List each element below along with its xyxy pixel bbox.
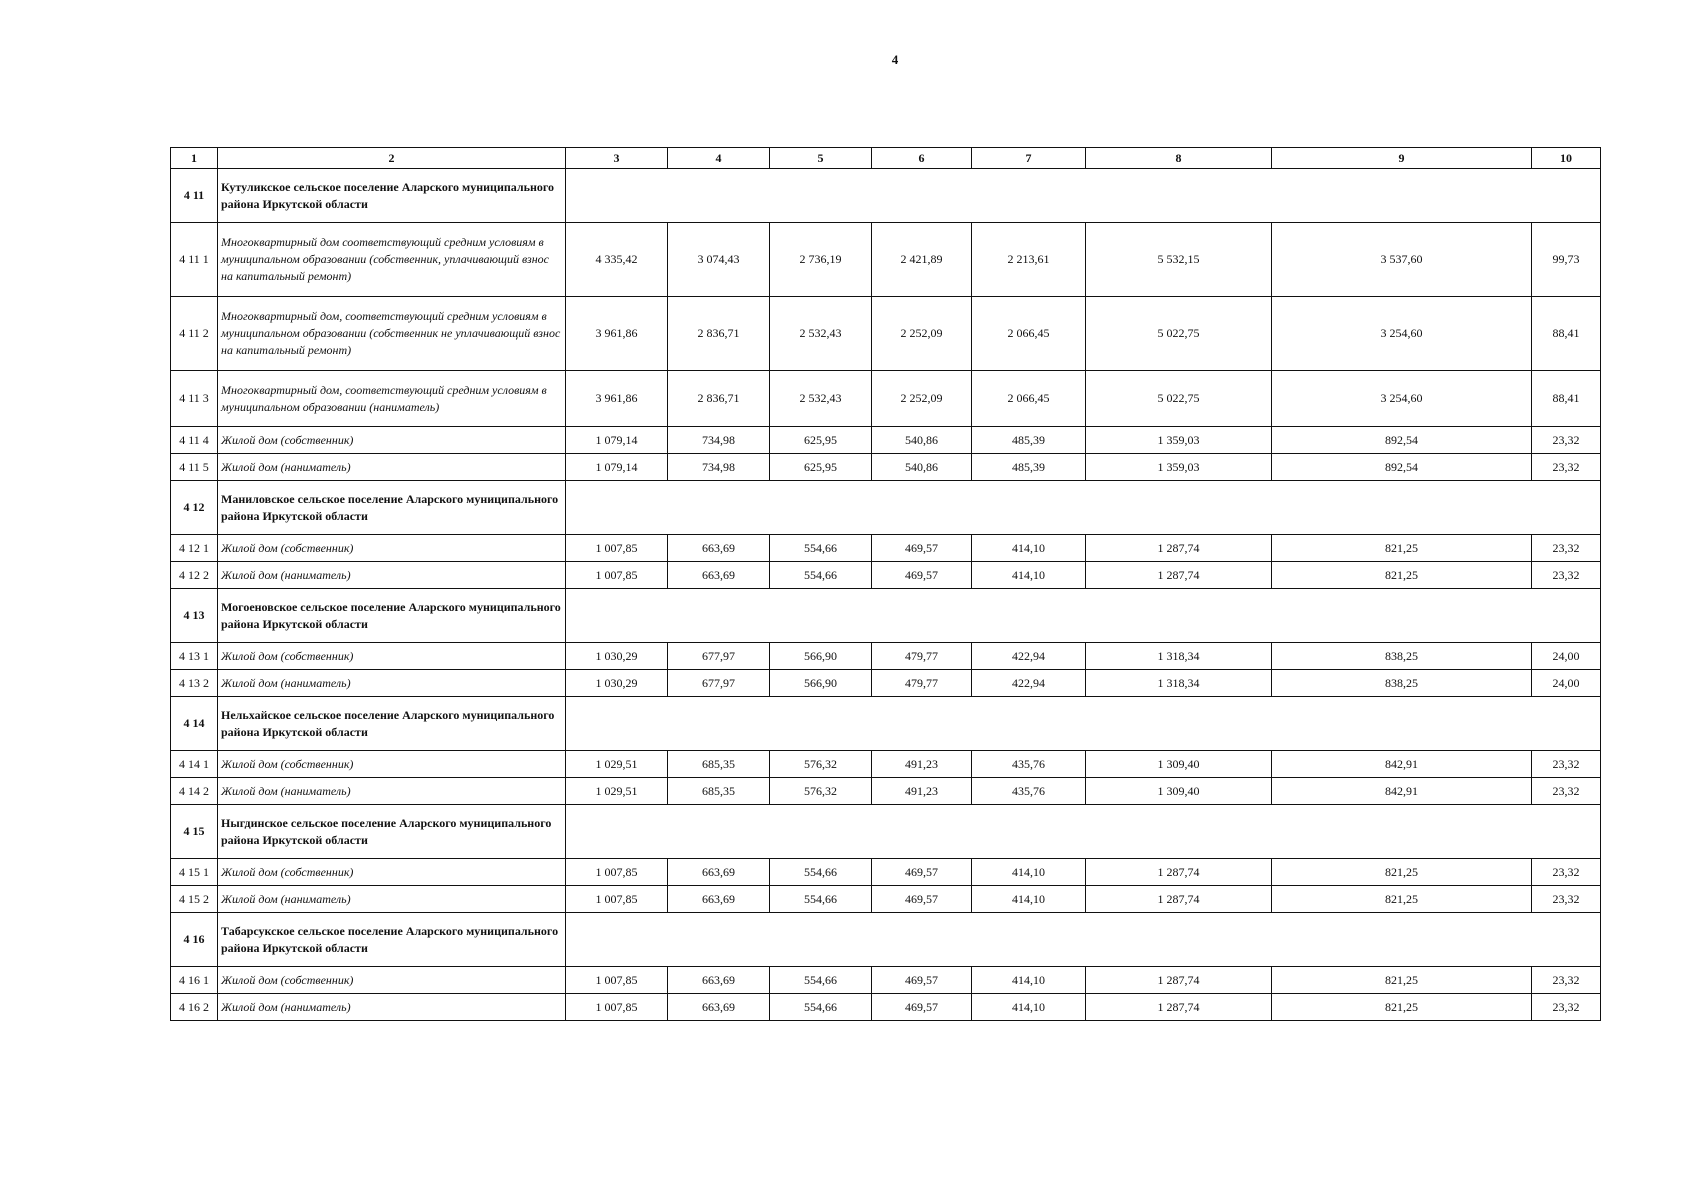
row-code: 4 11 3 — [171, 371, 218, 427]
row-description: Жилой дом (собственник) — [218, 427, 566, 454]
value-cell-col-3: 1 030,29 — [566, 670, 668, 697]
table-row — [171, 994, 1601, 1021]
settlement-name: Могоеновское сельское поселение Аларского муниципального района Иркутской области — [218, 589, 566, 643]
value-cell-col-5: 554,66 — [770, 886, 872, 913]
value-cell-col-9: 892,54 — [1272, 454, 1532, 481]
column-header: 1 — [171, 148, 218, 169]
table-row — [171, 778, 1601, 805]
value-cell-col-9: 838,25 — [1272, 643, 1532, 670]
value-cell-col-6: 2 252,09 — [872, 371, 972, 427]
column-number-row — [171, 148, 1601, 169]
value-cell-col-4: 685,35 — [668, 751, 770, 778]
value-cell-col-5: 2 736,19 — [770, 223, 872, 297]
value-cell-col-6: 479,77 — [872, 643, 972, 670]
value-cell-col-5: 554,66 — [770, 562, 872, 589]
row-code: 4 11 1 — [171, 223, 218, 297]
row-code: 4 14 — [171, 697, 218, 751]
row-description: Жилой дом (наниматель) — [218, 778, 566, 805]
table-row — [171, 223, 1601, 297]
value-cell-col-4: 2 836,71 — [668, 297, 770, 371]
value-cell-col-5: 2 532,43 — [770, 297, 872, 371]
value-cell-col-8: 1 309,40 — [1086, 751, 1272, 778]
value-cell-col-7: 485,39 — [972, 454, 1086, 481]
column-header: 2 — [218, 148, 566, 169]
row-description: Жилой дом (собственник) — [218, 643, 566, 670]
row-code: 4 15 1 — [171, 859, 218, 886]
value-cell-col-9: 3 537,60 — [1272, 223, 1532, 297]
value-cell-col-3: 1 007,85 — [566, 562, 668, 589]
value-cell-col-5: 576,32 — [770, 778, 872, 805]
value-cell-col-9: 842,91 — [1272, 751, 1532, 778]
value-cell-col-3: 1 079,14 — [566, 427, 668, 454]
group-row — [171, 913, 1601, 967]
row-description: Жилой дом (собственник) — [218, 535, 566, 562]
row-description: Жилой дом (наниматель) — [218, 670, 566, 697]
value-cell-col-3: 1 007,85 — [566, 859, 668, 886]
column-header: 4 — [668, 148, 770, 169]
table-row — [171, 562, 1601, 589]
row-code: 4 14 1 — [171, 751, 218, 778]
value-cell-col-10: 88,41 — [1532, 371, 1601, 427]
value-cell-col-3: 3 961,86 — [566, 371, 668, 427]
value-cell-col-8: 5 022,75 — [1086, 371, 1272, 427]
value-cell-col-6: 469,57 — [872, 562, 972, 589]
table-row — [171, 427, 1601, 454]
page-number: 4 — [891, 52, 899, 67]
row-code: 4 11 5 — [171, 454, 218, 481]
row-code: 4 12 1 — [171, 535, 218, 562]
value-cell-col-5: 554,66 — [770, 994, 872, 1021]
group-row — [171, 169, 1601, 223]
value-cell-col-6: 2 421,89 — [872, 223, 972, 297]
table-body — [171, 148, 1601, 1021]
value-cell-col-4: 3 074,43 — [668, 223, 770, 297]
value-cell-col-6: 2 252,09 — [872, 297, 972, 371]
value-cell-col-7: 2 213,61 — [972, 223, 1086, 297]
value-cell-col-3: 1 029,51 — [566, 778, 668, 805]
value-cell-col-9: 821,25 — [1272, 859, 1532, 886]
row-description: Жилой дом (собственник) — [218, 751, 566, 778]
value-cell-col-6: 491,23 — [872, 751, 972, 778]
group-row — [171, 697, 1601, 751]
value-cell-col-5: 566,90 — [770, 643, 872, 670]
row-description: Жилой дом (собственник) — [218, 967, 566, 994]
value-cell-col-4: 663,69 — [668, 562, 770, 589]
row-code: 4 12 2 — [171, 562, 218, 589]
value-cell-col-7: 414,10 — [972, 886, 1086, 913]
tariff-table — [170, 147, 1601, 1021]
value-cell-col-7: 414,10 — [972, 967, 1086, 994]
value-cell-col-8: 1 287,74 — [1086, 562, 1272, 589]
value-cell-col-7: 2 066,45 — [972, 371, 1086, 427]
value-cell-col-5: 625,95 — [770, 427, 872, 454]
value-cell-col-9: 821,25 — [1272, 562, 1532, 589]
value-cell-col-7: 422,94 — [972, 670, 1086, 697]
row-code: 4 11 2 — [171, 297, 218, 371]
value-cell-col-5: 625,95 — [770, 454, 872, 481]
value-cell-col-10: 24,00 — [1532, 643, 1601, 670]
value-cell-col-4: 2 836,71 — [668, 371, 770, 427]
settlement-name: Нельхайское сельское поселение Аларского муниципального района Иркутской области — [218, 697, 566, 751]
value-cell-col-10: 23,32 — [1532, 886, 1601, 913]
value-cell-col-4: 677,97 — [668, 670, 770, 697]
value-cell-col-9: 3 254,60 — [1272, 371, 1532, 427]
value-cell-col-8: 1 359,03 — [1086, 454, 1272, 481]
group-blank-cell — [566, 805, 1601, 859]
value-cell-col-9: 821,25 — [1272, 535, 1532, 562]
value-cell-col-10: 23,32 — [1532, 454, 1601, 481]
row-code: 4 13 2 — [171, 670, 218, 697]
settlement-name: Маниловское сельское поселение Аларского муниципального района Иркутской области — [218, 481, 566, 535]
column-header: 8 — [1086, 148, 1272, 169]
table-row — [171, 859, 1601, 886]
group-blank-cell — [566, 481, 1601, 535]
column-header: 3 — [566, 148, 668, 169]
value-cell-col-4: 734,98 — [668, 454, 770, 481]
value-cell-col-3: 4 335,42 — [566, 223, 668, 297]
column-header: 7 — [972, 148, 1086, 169]
value-cell-col-10: 23,32 — [1532, 427, 1601, 454]
value-cell-col-9: 821,25 — [1272, 967, 1532, 994]
group-row — [171, 589, 1601, 643]
value-cell-col-8: 1 309,40 — [1086, 778, 1272, 805]
row-description: Многоквартирный дом, соответствующий средним условиям в муниципальном образовании (наниматель) — [218, 371, 566, 427]
row-code: 4 16 2 — [171, 994, 218, 1021]
row-description: Жилой дом (наниматель) — [218, 994, 566, 1021]
value-cell-col-6: 491,23 — [872, 778, 972, 805]
row-description: Многоквартирный дом, соответствующий средним условиям в муниципальном образовании (собственник не уплачивающий взнос на капитальный ремонт) — [218, 297, 566, 371]
value-cell-col-8: 1 318,34 — [1086, 643, 1272, 670]
value-cell-col-3: 1 030,29 — [566, 643, 668, 670]
value-cell-col-7: 435,76 — [972, 778, 1086, 805]
value-cell-col-3: 1 007,85 — [566, 967, 668, 994]
group-row — [171, 481, 1601, 535]
value-cell-col-10: 23,32 — [1532, 562, 1601, 589]
value-cell-col-10: 23,32 — [1532, 778, 1601, 805]
value-cell-col-5: 554,66 — [770, 859, 872, 886]
value-cell-col-8: 1 359,03 — [1086, 427, 1272, 454]
table-row — [171, 643, 1601, 670]
value-cell-col-3: 1 029,51 — [566, 751, 668, 778]
value-cell-col-7: 414,10 — [972, 535, 1086, 562]
value-cell-col-8: 1 287,74 — [1086, 886, 1272, 913]
table-row — [171, 967, 1601, 994]
value-cell-col-8: 1 287,74 — [1086, 859, 1272, 886]
value-cell-col-9: 821,25 — [1272, 886, 1532, 913]
value-cell-col-10: 99,73 — [1532, 223, 1601, 297]
value-cell-col-6: 469,57 — [872, 859, 972, 886]
value-cell-col-3: 3 961,86 — [566, 297, 668, 371]
value-cell-col-4: 663,69 — [668, 859, 770, 886]
value-cell-col-6: 469,57 — [872, 967, 972, 994]
value-cell-col-4: 677,97 — [668, 643, 770, 670]
value-cell-col-10: 24,00 — [1532, 670, 1601, 697]
group-blank-cell — [566, 697, 1601, 751]
value-cell-col-4: 663,69 — [668, 535, 770, 562]
row-code: 4 14 2 — [171, 778, 218, 805]
value-cell-col-4: 685,35 — [668, 778, 770, 805]
value-cell-col-4: 663,69 — [668, 886, 770, 913]
row-code: 4 16 — [171, 913, 218, 967]
row-code: 4 15 — [171, 805, 218, 859]
table-row — [171, 535, 1601, 562]
value-cell-col-7: 422,94 — [972, 643, 1086, 670]
table-row — [171, 751, 1601, 778]
value-cell-col-10: 23,32 — [1532, 751, 1601, 778]
table-row — [171, 886, 1601, 913]
value-cell-col-7: 414,10 — [972, 859, 1086, 886]
value-cell-col-4: 734,98 — [668, 427, 770, 454]
settlement-name: Табарсукское сельское поселение Аларского муниципального района Иркутской области — [218, 913, 566, 967]
value-cell-col-8: 5 022,75 — [1086, 297, 1272, 371]
value-cell-col-3: 1 007,85 — [566, 994, 668, 1021]
value-cell-col-3: 1 007,85 — [566, 535, 668, 562]
value-cell-col-10: 23,32 — [1532, 994, 1601, 1021]
row-code: 4 13 — [171, 589, 218, 643]
row-code: 4 11 4 — [171, 427, 218, 454]
column-header: 6 — [872, 148, 972, 169]
value-cell-col-9: 3 254,60 — [1272, 297, 1532, 371]
column-header: 10 — [1532, 148, 1601, 169]
table-row — [171, 371, 1601, 427]
value-cell-col-10: 23,32 — [1532, 859, 1601, 886]
value-cell-col-7: 2 066,45 — [972, 297, 1086, 371]
group-blank-cell — [566, 169, 1601, 223]
row-code: 4 16 1 — [171, 967, 218, 994]
value-cell-col-6: 540,86 — [872, 427, 972, 454]
value-cell-col-6: 540,86 — [872, 454, 972, 481]
value-cell-col-7: 414,10 — [972, 994, 1086, 1021]
value-cell-col-6: 479,77 — [872, 670, 972, 697]
settlement-name: Кутуликское сельское поселение Аларского муниципального района Иркутской области — [218, 169, 566, 223]
value-cell-col-8: 1 287,74 — [1086, 535, 1272, 562]
column-header: 5 — [770, 148, 872, 169]
value-cell-col-9: 821,25 — [1272, 994, 1532, 1021]
value-cell-col-5: 2 532,43 — [770, 371, 872, 427]
table-row — [171, 297, 1601, 371]
value-cell-col-5: 566,90 — [770, 670, 872, 697]
value-cell-col-3: 1 079,14 — [566, 454, 668, 481]
value-cell-col-10: 23,32 — [1532, 535, 1601, 562]
value-cell-col-7: 435,76 — [972, 751, 1086, 778]
row-description: Жилой дом (наниматель) — [218, 562, 566, 589]
value-cell-col-6: 469,57 — [872, 535, 972, 562]
value-cell-col-5: 554,66 — [770, 535, 872, 562]
row-code: 4 15 2 — [171, 886, 218, 913]
value-cell-col-8: 1 318,34 — [1086, 670, 1272, 697]
column-header: 9 — [1272, 148, 1532, 169]
value-cell-col-3: 1 007,85 — [566, 886, 668, 913]
group-blank-cell — [566, 589, 1601, 643]
row-description: Жилой дом (наниматель) — [218, 454, 566, 481]
row-code: 4 11 — [171, 169, 218, 223]
group-blank-cell — [566, 913, 1601, 967]
value-cell-col-8: 1 287,74 — [1086, 994, 1272, 1021]
value-cell-col-7: 414,10 — [972, 562, 1086, 589]
row-code: 4 13 1 — [171, 643, 218, 670]
value-cell-col-7: 485,39 — [972, 427, 1086, 454]
value-cell-col-8: 5 532,15 — [1086, 223, 1272, 297]
value-cell-col-9: 838,25 — [1272, 670, 1532, 697]
value-cell-col-4: 663,69 — [668, 967, 770, 994]
settlement-name: Ныгдинское сельское поселение Аларского муниципального района Иркутской области — [218, 805, 566, 859]
row-description: Жилой дом (собственник) — [218, 859, 566, 886]
value-cell-col-5: 576,32 — [770, 751, 872, 778]
value-cell-col-4: 663,69 — [668, 994, 770, 1021]
value-cell-col-9: 842,91 — [1272, 778, 1532, 805]
value-cell-col-9: 892,54 — [1272, 427, 1532, 454]
table-row — [171, 454, 1601, 481]
value-cell-col-8: 1 287,74 — [1086, 967, 1272, 994]
row-code: 4 12 — [171, 481, 218, 535]
row-description: Жилой дом (наниматель) — [218, 886, 566, 913]
group-row — [171, 805, 1601, 859]
table-row — [171, 670, 1601, 697]
value-cell-col-10: 23,32 — [1532, 967, 1601, 994]
value-cell-col-10: 88,41 — [1532, 297, 1601, 371]
value-cell-col-6: 469,57 — [872, 994, 972, 1021]
value-cell-col-6: 469,57 — [872, 886, 972, 913]
row-description: Многоквартирный дом соответствующий средним условиям в муниципальном образовании (собственник, уплачивающий взнос на капитальный ремонт) — [218, 223, 566, 297]
value-cell-col-5: 554,66 — [770, 967, 872, 994]
